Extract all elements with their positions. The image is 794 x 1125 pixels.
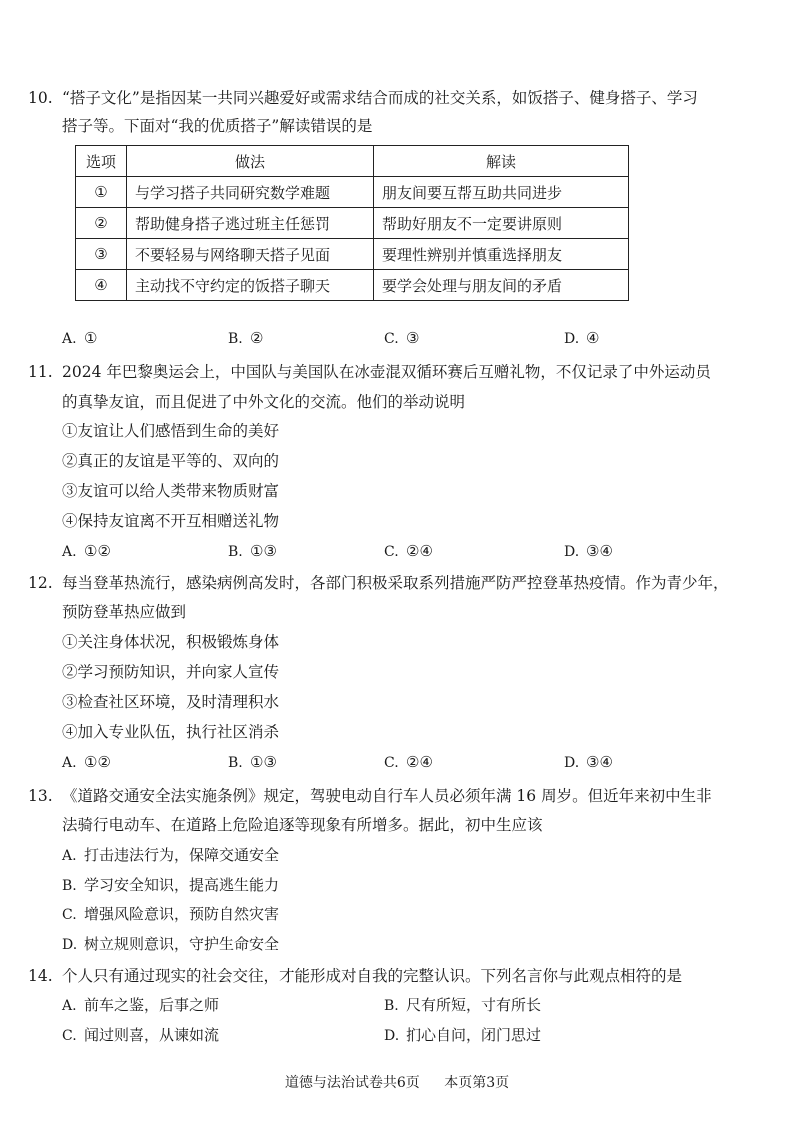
question-12-option-a[interactable]: A. ①② bbox=[62, 753, 111, 771]
table-cell-option: ③ bbox=[76, 239, 127, 270]
question-14-option-d[interactable]: D. 扪心自问，闭门思过 bbox=[384, 1026, 542, 1044]
table-row bbox=[76, 270, 629, 301]
question-12-stem-line2: 预防登革热应做到 bbox=[62, 603, 187, 621]
question-11-option-a[interactable]: A. ①② bbox=[62, 542, 111, 560]
question-11-option-d[interactable]: D. ③④ bbox=[564, 542, 613, 560]
table-cell-option: ② bbox=[76, 208, 127, 239]
question-14-stem-line1: 个人只有通过现实的社会交往，才能形成对自我的完整认识。下列名言你与此观点相符的是 bbox=[62, 967, 683, 985]
footer-current-page: 本页第3页 bbox=[444, 1075, 510, 1091]
table-cell-practice: 与学习搭子共同研究数学难题 bbox=[127, 177, 374, 208]
question-10-stem-line2: 搭子等。下面对“我的优质搭子”解读错误的是 bbox=[62, 117, 373, 135]
footer-total-pages: 道德与法治试卷共6页 bbox=[284, 1075, 420, 1091]
question-11-option-b[interactable]: B. ①③ bbox=[228, 542, 277, 560]
question-14-option-a[interactable]: A. 前车之鉴，后事之师 bbox=[62, 996, 220, 1014]
question-13-option-d[interactable]: D. 树立规则意识，守护生命安全 bbox=[62, 935, 280, 953]
question-10-number: 10. bbox=[28, 89, 53, 107]
question-10-option-b[interactable]: B. ② bbox=[228, 329, 264, 347]
question-12-statement-1: ①关注身体状况，积极锻炼身体 bbox=[62, 633, 280, 651]
question-10-table bbox=[75, 145, 629, 301]
table-cell-practice: 帮助健身搭子逃过班主任惩罚 bbox=[127, 208, 374, 239]
question-14-number: 14. bbox=[28, 967, 53, 985]
question-12-statement-3: ③检查社区环境，及时清理积水 bbox=[62, 693, 280, 711]
question-11-stem-line2: 的真挚友谊，而且促进了中外文化的交流。他们的举动说明 bbox=[62, 393, 466, 411]
table-cell-interpretation: 帮助好朋友不一定要讲原则 bbox=[374, 208, 629, 239]
question-13-option-a[interactable]: A. 打击违法行为，保障交通安全 bbox=[62, 846, 280, 864]
table-cell-practice: 主动找不守约定的饭搭子聊天 bbox=[127, 270, 374, 301]
question-12-option-b[interactable]: B. ①③ bbox=[228, 753, 277, 771]
table-header-interpretation: 解读 bbox=[374, 146, 629, 177]
page-footer bbox=[0, 1072, 794, 1092]
question-11-number: 11. bbox=[28, 363, 53, 381]
table-cell-practice: 不要轻易与网络聊天搭子见面 bbox=[127, 239, 374, 270]
question-13-option-c[interactable]: C. 增强风险意识，预防自然灾害 bbox=[62, 905, 280, 923]
table-cell-interpretation: 朋友间要互帮互助共同进步 bbox=[374, 177, 629, 208]
table-header-row bbox=[76, 146, 629, 177]
question-13-option-b[interactable]: B. 学习安全知识，提高逃生能力 bbox=[62, 876, 280, 894]
question-10-stem-line1: “搭子文化”是指因某一共同兴趣爱好或需求结合而成的社交关系，如饭搭子、健身搭子、学习 bbox=[62, 89, 698, 107]
question-10-option-d[interactable]: D. ④ bbox=[564, 329, 600, 347]
question-11-option-c[interactable]: C. ②④ bbox=[384, 542, 433, 560]
question-12-option-d[interactable]: D. ③④ bbox=[564, 753, 613, 771]
table-cell-interpretation: 要学会处理与朋友间的矛盾 bbox=[374, 270, 629, 301]
table-cell-option: ① bbox=[76, 177, 127, 208]
question-12-statement-4: ④加入专业队伍，执行社区消杀 bbox=[62, 723, 280, 741]
table-row bbox=[76, 177, 629, 208]
table-header-practice: 做法 bbox=[127, 146, 374, 177]
table-cell-interpretation: 要理性辨别并慎重选择朋友 bbox=[374, 239, 629, 270]
question-10-option-a[interactable]: A. ① bbox=[62, 329, 98, 347]
question-11-statement-1: ①友谊让人们感悟到生命的美好 bbox=[62, 422, 280, 440]
question-12-option-c[interactable]: C. ②④ bbox=[384, 753, 433, 771]
table-cell-option: ④ bbox=[76, 270, 127, 301]
question-14-option-b[interactable]: B. 尺有所短，寸有所长 bbox=[384, 996, 542, 1014]
question-13-number: 13. bbox=[28, 787, 53, 805]
question-11-statement-4: ④保持友谊离不开互相赠送礼物 bbox=[62, 512, 280, 530]
question-13-stem-line1: 《道路交通安全法实施条例》规定，驾驶电动自行车人员必须年满 16 周岁。但近年来初中生非 bbox=[62, 787, 712, 805]
question-12-number: 12. bbox=[28, 574, 53, 592]
question-13-stem-line2: 法骑行电动车、在道路上危险追逐等现象有所增多。据此，初中生应该 bbox=[62, 816, 543, 834]
table-header-option: 选项 bbox=[76, 146, 127, 177]
question-11-stem-line1: 2024 年巴黎奥运会上，中国队与美国队在冰壶混双循环赛后互赠礼物，不仅记录了中外运动员 bbox=[62, 363, 711, 381]
question-10-option-c[interactable]: C. ③ bbox=[384, 329, 420, 347]
question-14-option-c[interactable]: C. 闻过则喜，从谏如流 bbox=[62, 1026, 220, 1044]
question-12-stem-line1: 每当登革热流行，感染病例高发时，各部门积极采取系列措施严防严控登革热疫情。作为青少年， bbox=[62, 574, 729, 592]
table-row bbox=[76, 239, 629, 270]
question-11-statement-3: ③友谊可以给人类带来物质财富 bbox=[62, 482, 280, 500]
table-row bbox=[76, 208, 629, 239]
question-12-statement-2: ②学习预防知识，并向家人宣传 bbox=[62, 663, 280, 681]
question-11-statement-2: ②真正的友谊是平等的、双向的 bbox=[62, 452, 280, 470]
